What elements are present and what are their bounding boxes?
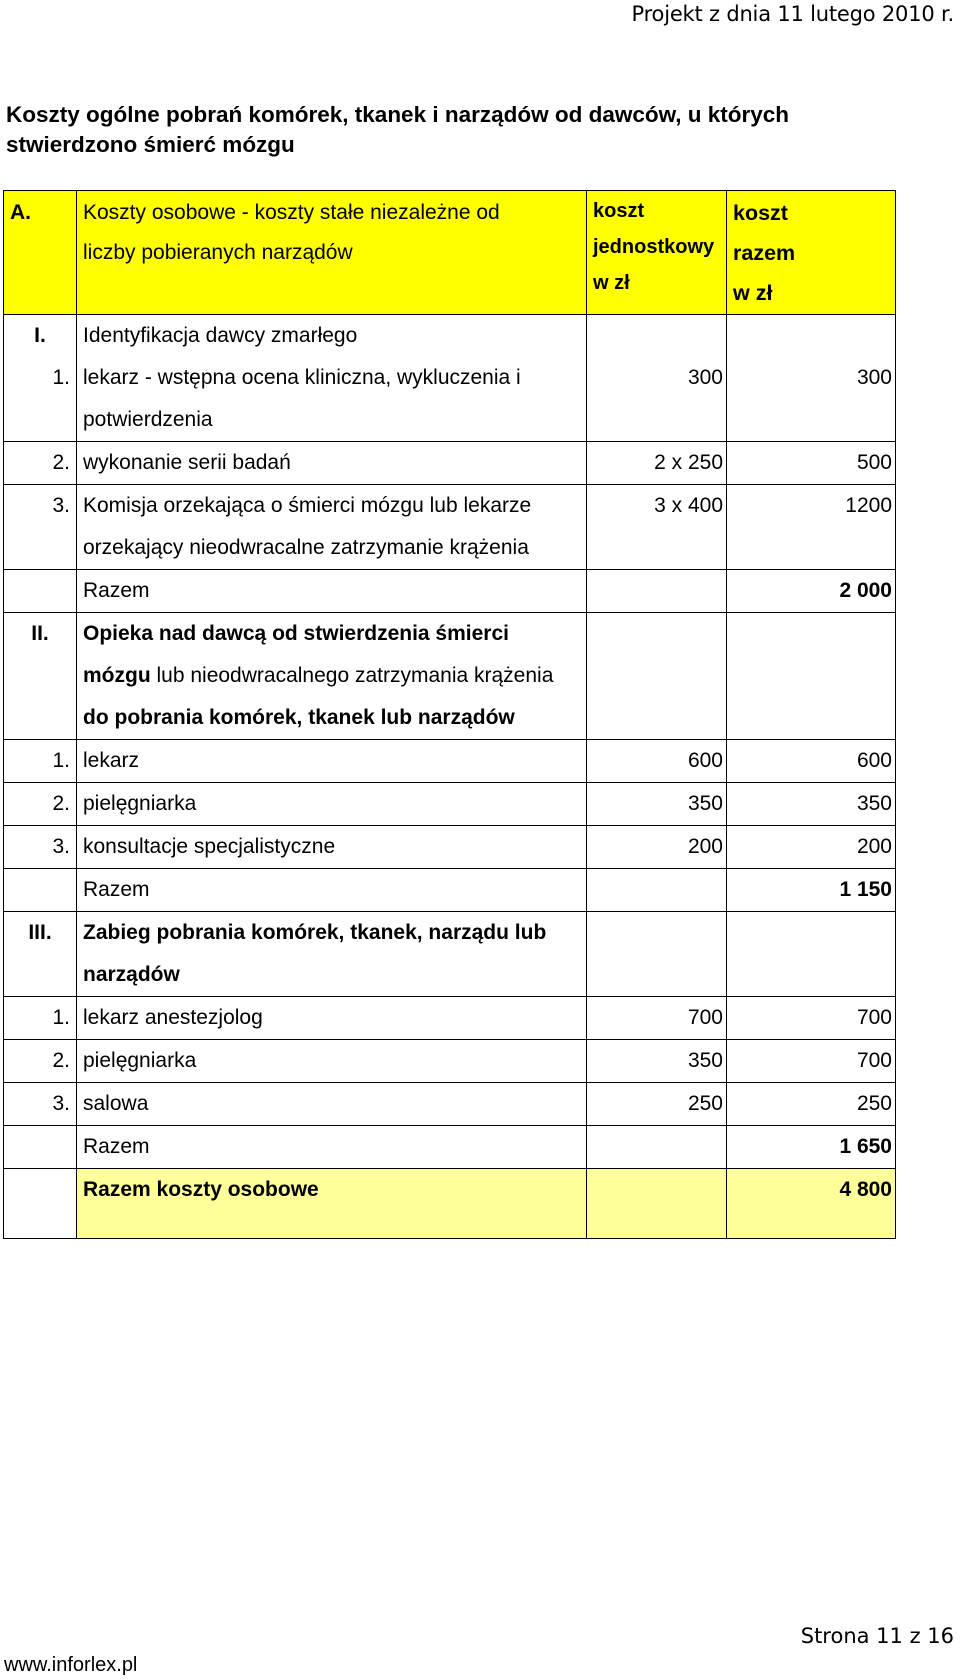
- row-unit-cost: 350: [587, 1040, 727, 1083]
- table-row: [4, 997, 896, 1040]
- row-unit-cost: 700: [587, 997, 727, 1040]
- sum-empty-cell: [4, 570, 77, 613]
- table-row: [4, 357, 896, 442]
- row-total-cost: 700: [727, 1040, 896, 1083]
- sum-empty-cell: [587, 1126, 727, 1169]
- table-row: [4, 826, 896, 869]
- total-cost-header-line-3: w zł: [733, 281, 773, 305]
- table-row: [4, 740, 896, 783]
- row-description-line-2: orzekający nieodwracalne zatrzymanie krążenia: [83, 536, 529, 559]
- grand-total-label: Razem koszty osobowe: [77, 1169, 587, 1239]
- section-2-header-row: [4, 613, 896, 740]
- row-description: lekarz anestezjolog: [77, 997, 587, 1040]
- row-total-cost: 350: [727, 783, 896, 826]
- section-3-sum-value: 1 650: [727, 1126, 896, 1169]
- row-description: [77, 357, 587, 442]
- row-description: konsultacje specjalistyczne: [77, 826, 587, 869]
- row-number: 1.: [4, 997, 77, 1040]
- sum-empty-cell: [587, 869, 727, 912]
- document-title: [6, 100, 946, 160]
- row-number: 1.: [4, 740, 77, 783]
- row-description: [77, 485, 587, 570]
- row-description-line-1: lekarz - wstępna ocena kliniczna, wykluczenia i: [83, 366, 521, 389]
- row-unit-cost: 200: [587, 826, 727, 869]
- row-number: 1.: [4, 357, 77, 442]
- row-description: pielęgniarka: [77, 1040, 587, 1083]
- section-2-total-empty: [727, 613, 896, 740]
- grand-total-row: [4, 1169, 896, 1239]
- table-row: [4, 783, 896, 826]
- row-unit-cost: 350: [587, 783, 727, 826]
- table-row: [4, 485, 896, 570]
- section-1-total-empty: [727, 315, 896, 358]
- section-3-total-empty: [727, 912, 896, 997]
- section-1-header-row: [4, 315, 896, 358]
- row-description: salowa: [77, 1083, 587, 1126]
- section-1-sum-value: 2 000: [727, 570, 896, 613]
- row-description-line-1: Komisja orzekająca o śmierci mózgu lub lekarze: [83, 494, 532, 517]
- unit-cost-header-line-3: w zł: [593, 272, 630, 294]
- row-number: 2.: [4, 783, 77, 826]
- row-description-line-2: potwierdzenia: [83, 408, 213, 431]
- section-2-title-line-3: do pobrania komórek, tkanek lub narządów: [83, 706, 515, 729]
- row-total-cost: 600: [727, 740, 896, 783]
- unit-cost-header: [587, 191, 727, 315]
- row-unit-cost: 3 x 400: [587, 485, 727, 570]
- section-1-label: I.: [4, 315, 77, 358]
- section-2-title-line-1: Opieka nad dawcą od stwierdzenia śmierci: [83, 622, 509, 645]
- row-number: 2.: [4, 442, 77, 485]
- section-2-title-line-2: [83, 655, 580, 697]
- costs-table: [3, 190, 896, 1239]
- section-3-title-line-1: Zabieg pobrania komórek, tkanek, narządu lub: [83, 921, 547, 944]
- unit-cost-header-line-2: jednostkowy: [593, 236, 715, 258]
- title-line-1: Koszty ogólne pobrań komórek, tkanek i narządów od dawców, u których: [6, 102, 790, 127]
- title-line-2: stwierdzono śmierć mózgu: [6, 132, 295, 157]
- unit-cost-header-line-1: koszt: [593, 200, 645, 222]
- section-1-unit-empty: [587, 315, 727, 358]
- section-3-title: [77, 912, 587, 997]
- section-3-sum-label: Razem: [77, 1126, 587, 1169]
- section-2-sum-value: 1 150: [727, 869, 896, 912]
- section-2-title-line-2-bold: mózgu: [83, 664, 151, 687]
- section-1-title: Identyfikacja dawcy zmarłego: [77, 315, 587, 358]
- project-date-note: Projekt z dnia 11 lutego 2010 r.: [631, 2, 954, 26]
- row-number: 3.: [4, 1083, 77, 1126]
- row-total-cost: 700: [727, 997, 896, 1040]
- sum-empty-cell: [4, 1126, 77, 1169]
- section-2-sum-row: [4, 869, 896, 912]
- row-total-cost: 200: [727, 826, 896, 869]
- row-number: 3.: [4, 485, 77, 570]
- row-total-cost: 250: [727, 1083, 896, 1126]
- section-a-title-line-2: liczby pobieranych narządów: [83, 241, 353, 264]
- row-unit-cost: 2 x 250: [587, 442, 727, 485]
- total-cost-header-line-1: koszt: [733, 201, 788, 225]
- grand-total-empty: [4, 1169, 77, 1239]
- section-a-title-line-1: Koszty osobowe - koszty stałe niezależne od: [83, 201, 500, 224]
- grand-total-value: 4 800: [727, 1169, 896, 1239]
- section-3-unit-empty: [587, 912, 727, 997]
- sum-empty-cell: [4, 869, 77, 912]
- page-number: Strona 11 z 16: [800, 1624, 954, 1648]
- row-unit-cost: 600: [587, 740, 727, 783]
- row-number: 3.: [4, 826, 77, 869]
- section-1-sum-row: [4, 570, 896, 613]
- total-cost-header: [727, 191, 896, 315]
- section-2-title: [77, 613, 587, 740]
- row-unit-cost: 300: [587, 357, 727, 442]
- section-3-title-line-2: narządów: [83, 963, 180, 986]
- table-row: [4, 1083, 896, 1126]
- row-total-cost: 300: [727, 357, 896, 442]
- section-2-unit-empty: [587, 613, 727, 740]
- row-unit-cost: 250: [587, 1083, 727, 1126]
- table-row: [4, 1040, 896, 1083]
- sum-empty-cell: [587, 570, 727, 613]
- row-description: lekarz: [77, 740, 587, 783]
- grand-total-unit-empty: [587, 1169, 727, 1239]
- row-description: pielęgniarka: [77, 783, 587, 826]
- row-description: wykonanie serii badań: [77, 442, 587, 485]
- table-header-row: [4, 191, 896, 315]
- row-number: 2.: [4, 1040, 77, 1083]
- section-a-label: A.: [4, 191, 77, 315]
- section-2-label: II.: [4, 613, 77, 740]
- section-3-sum-row: [4, 1126, 896, 1169]
- row-total-cost: 500: [727, 442, 896, 485]
- section-2-title-line-2-rest: lub nieodwracalnego zatrzymania krążenia: [150, 664, 554, 687]
- table-row: [4, 442, 896, 485]
- section-3-label: III.: [4, 912, 77, 997]
- total-cost-header-line-2: razem: [733, 241, 796, 265]
- footer-site-link[interactable]: www.inforlex.pl: [4, 1654, 138, 1676]
- section-1-sum-label: Razem: [77, 570, 587, 613]
- section-3-header-row: [4, 912, 896, 997]
- section-a-title: [77, 191, 587, 315]
- row-total-cost: 1200: [727, 485, 896, 570]
- section-2-sum-label: Razem: [77, 869, 587, 912]
